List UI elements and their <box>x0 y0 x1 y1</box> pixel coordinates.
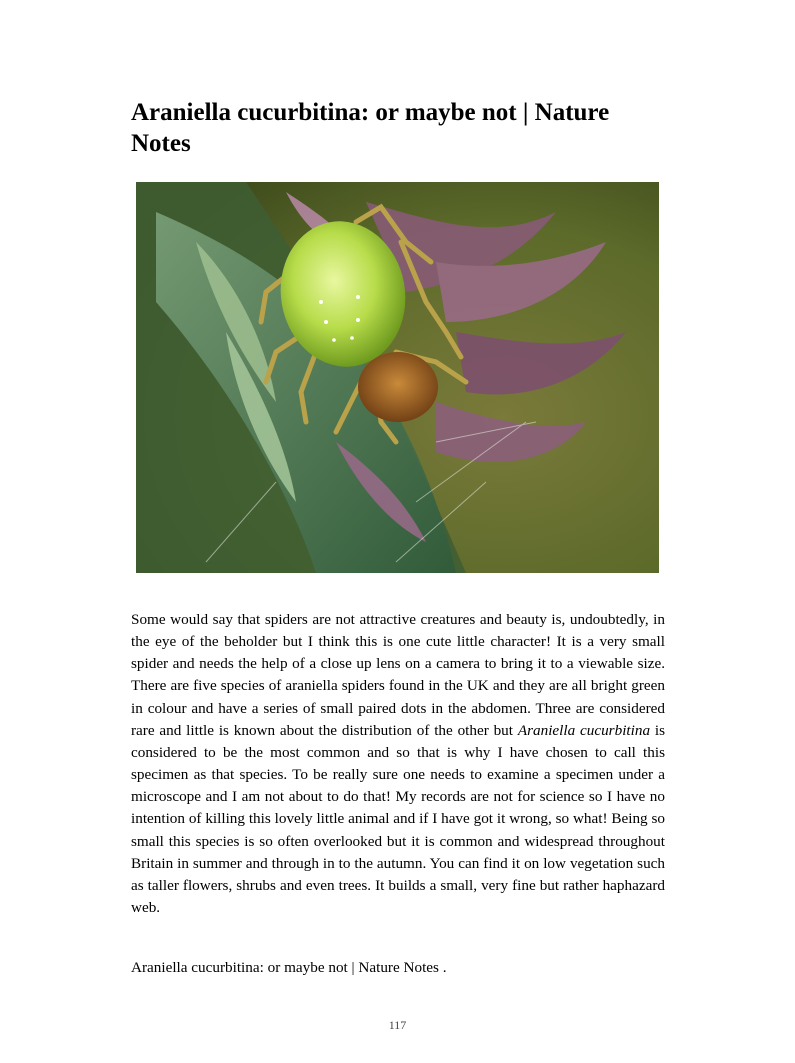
article-paragraph <box>131 609 665 919</box>
species-name-italic: Araniella cucurbitina <box>517 721 651 739</box>
spider-photo-illustration <box>136 182 659 573</box>
paragraph-text-part2: is considered to be the most common and so that is why I have chosen to call this specimen as that species. To be really sure one needs to examine a specimen under a microscope and I am not about to do that! My records are not for science so I have no intention of killing this lovely little animal and if I have got it wrong, so what! Being so small this species is so often overlooked but it is common and widespread throughout Britain in summer and through in to the autumn. You can find it on low vegetation such as taller flowers, shrubs and even trees. It builds a small, very fine but rather haphazard web. <box>131 721 665 917</box>
page-number: 117 <box>388 1018 407 1032</box>
source-link[interactable]: Araniella cucurbitina: or maybe not | Nature Notes . <box>131 959 447 976</box>
spider-photo <box>136 182 659 573</box>
paragraph-text-part1: Some would say that spiders are not attractive creatures and beauty is, undoubtedly, in the eye of the beholder but I think this is one cute little character! It is a very small spider and needs the help of a close up lens on a camera to bring it to a viewable size. There are five species of araniella spiders found in the UK and they are all bright green in colour and have a series of small paired dots in the abdomen. Three are considered rare and little is known about the distribution of the other but <box>131 611 665 739</box>
page-title: Araniella cucurbitina: or maybe not | Nature Notes <box>131 99 610 157</box>
